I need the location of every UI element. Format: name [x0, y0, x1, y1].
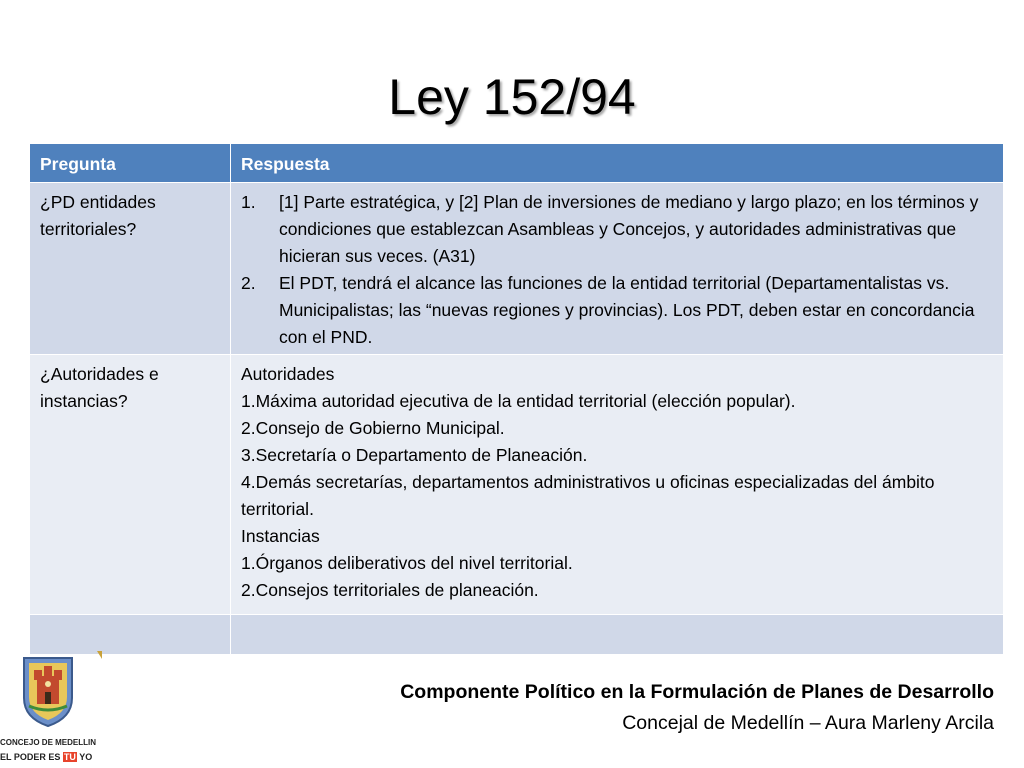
concejo-logo — [0, 650, 104, 768]
logo-slogan-highlight: TU — [63, 752, 76, 762]
list-item-number: 2. — [241, 273, 256, 293]
list-item-number: 1. — [241, 192, 256, 212]
answer-line: 2.Consejos territoriales de planeación. — [241, 580, 539, 600]
answer-line: 1.Máxima autoridad ejecutiva de la entidad territorial (elección popular). — [241, 391, 796, 411]
list-item — [241, 189, 993, 270]
list-item-text: [1] Parte estratégica, y [2] Plan de inversiones de mediano y largo plazo; en los términos y condiciones que establezcan Asambleas y Concejos, y autoridades administrativas que hicieran sus veces. (A31) — [279, 192, 979, 266]
answer-heading-instancias: Instancias — [241, 526, 320, 546]
answer-cell — [231, 355, 1004, 615]
answer-heading-autoridades: Autoridades — [241, 364, 335, 384]
question-cell: ¿PD entidades territoriales? — [30, 183, 231, 355]
table-row — [30, 183, 1004, 355]
question-cell: ¿Autoridades e instancias? — [30, 355, 231, 615]
list-item — [241, 270, 993, 351]
footer-author: Concejal de Medellín – Aura Marleny Arcila — [622, 712, 994, 734]
answer-cell — [231, 615, 1004, 655]
table-header-row — [30, 144, 1004, 183]
logo-slogan-pre: EL PODER ES — [0, 752, 63, 762]
answer-line: 3.Secretaría o Departamento de Planeación. — [241, 445, 588, 465]
answer-line: 2.Consejo de Gobierno Municipal. — [241, 418, 505, 438]
table-row-empty — [30, 615, 1004, 655]
list-item-text: El PDT, tendrá el alcance las funciones de la entidad territorial (Departamentalistas vs. Municipalistas; las “nuevas regiones y provincias). Los PDT, deben estar en concordancia con el PND. — [279, 273, 975, 347]
answer-cell — [231, 183, 1004, 355]
answer-line: 1.Órganos deliberativos del nivel territorial. — [241, 553, 573, 573]
footer-title: Componente Político en la Formulación de Planes de Desarrollo — [400, 681, 994, 703]
answer-list — [241, 189, 993, 351]
logo-slogan — [0, 752, 92, 762]
question-cell — [30, 615, 231, 655]
logo-slogan-post: YO — [76, 752, 93, 762]
header-pregunta: Pregunta — [30, 144, 231, 183]
table-row — [30, 355, 1004, 615]
slide-title: Ley 152/94 — [388, 69, 636, 125]
ley-table — [29, 143, 1004, 655]
logo-text-concejo: CONCEJO DE MEDELLIN — [0, 738, 97, 747]
answer-line: 4.Demás secretarías, departamentos administrativos u oficinas especializadas del ámbito territorial. — [241, 472, 935, 519]
medellin-crest-icon — [20, 654, 76, 728]
header-respuesta: Respuesta — [231, 144, 1004, 183]
